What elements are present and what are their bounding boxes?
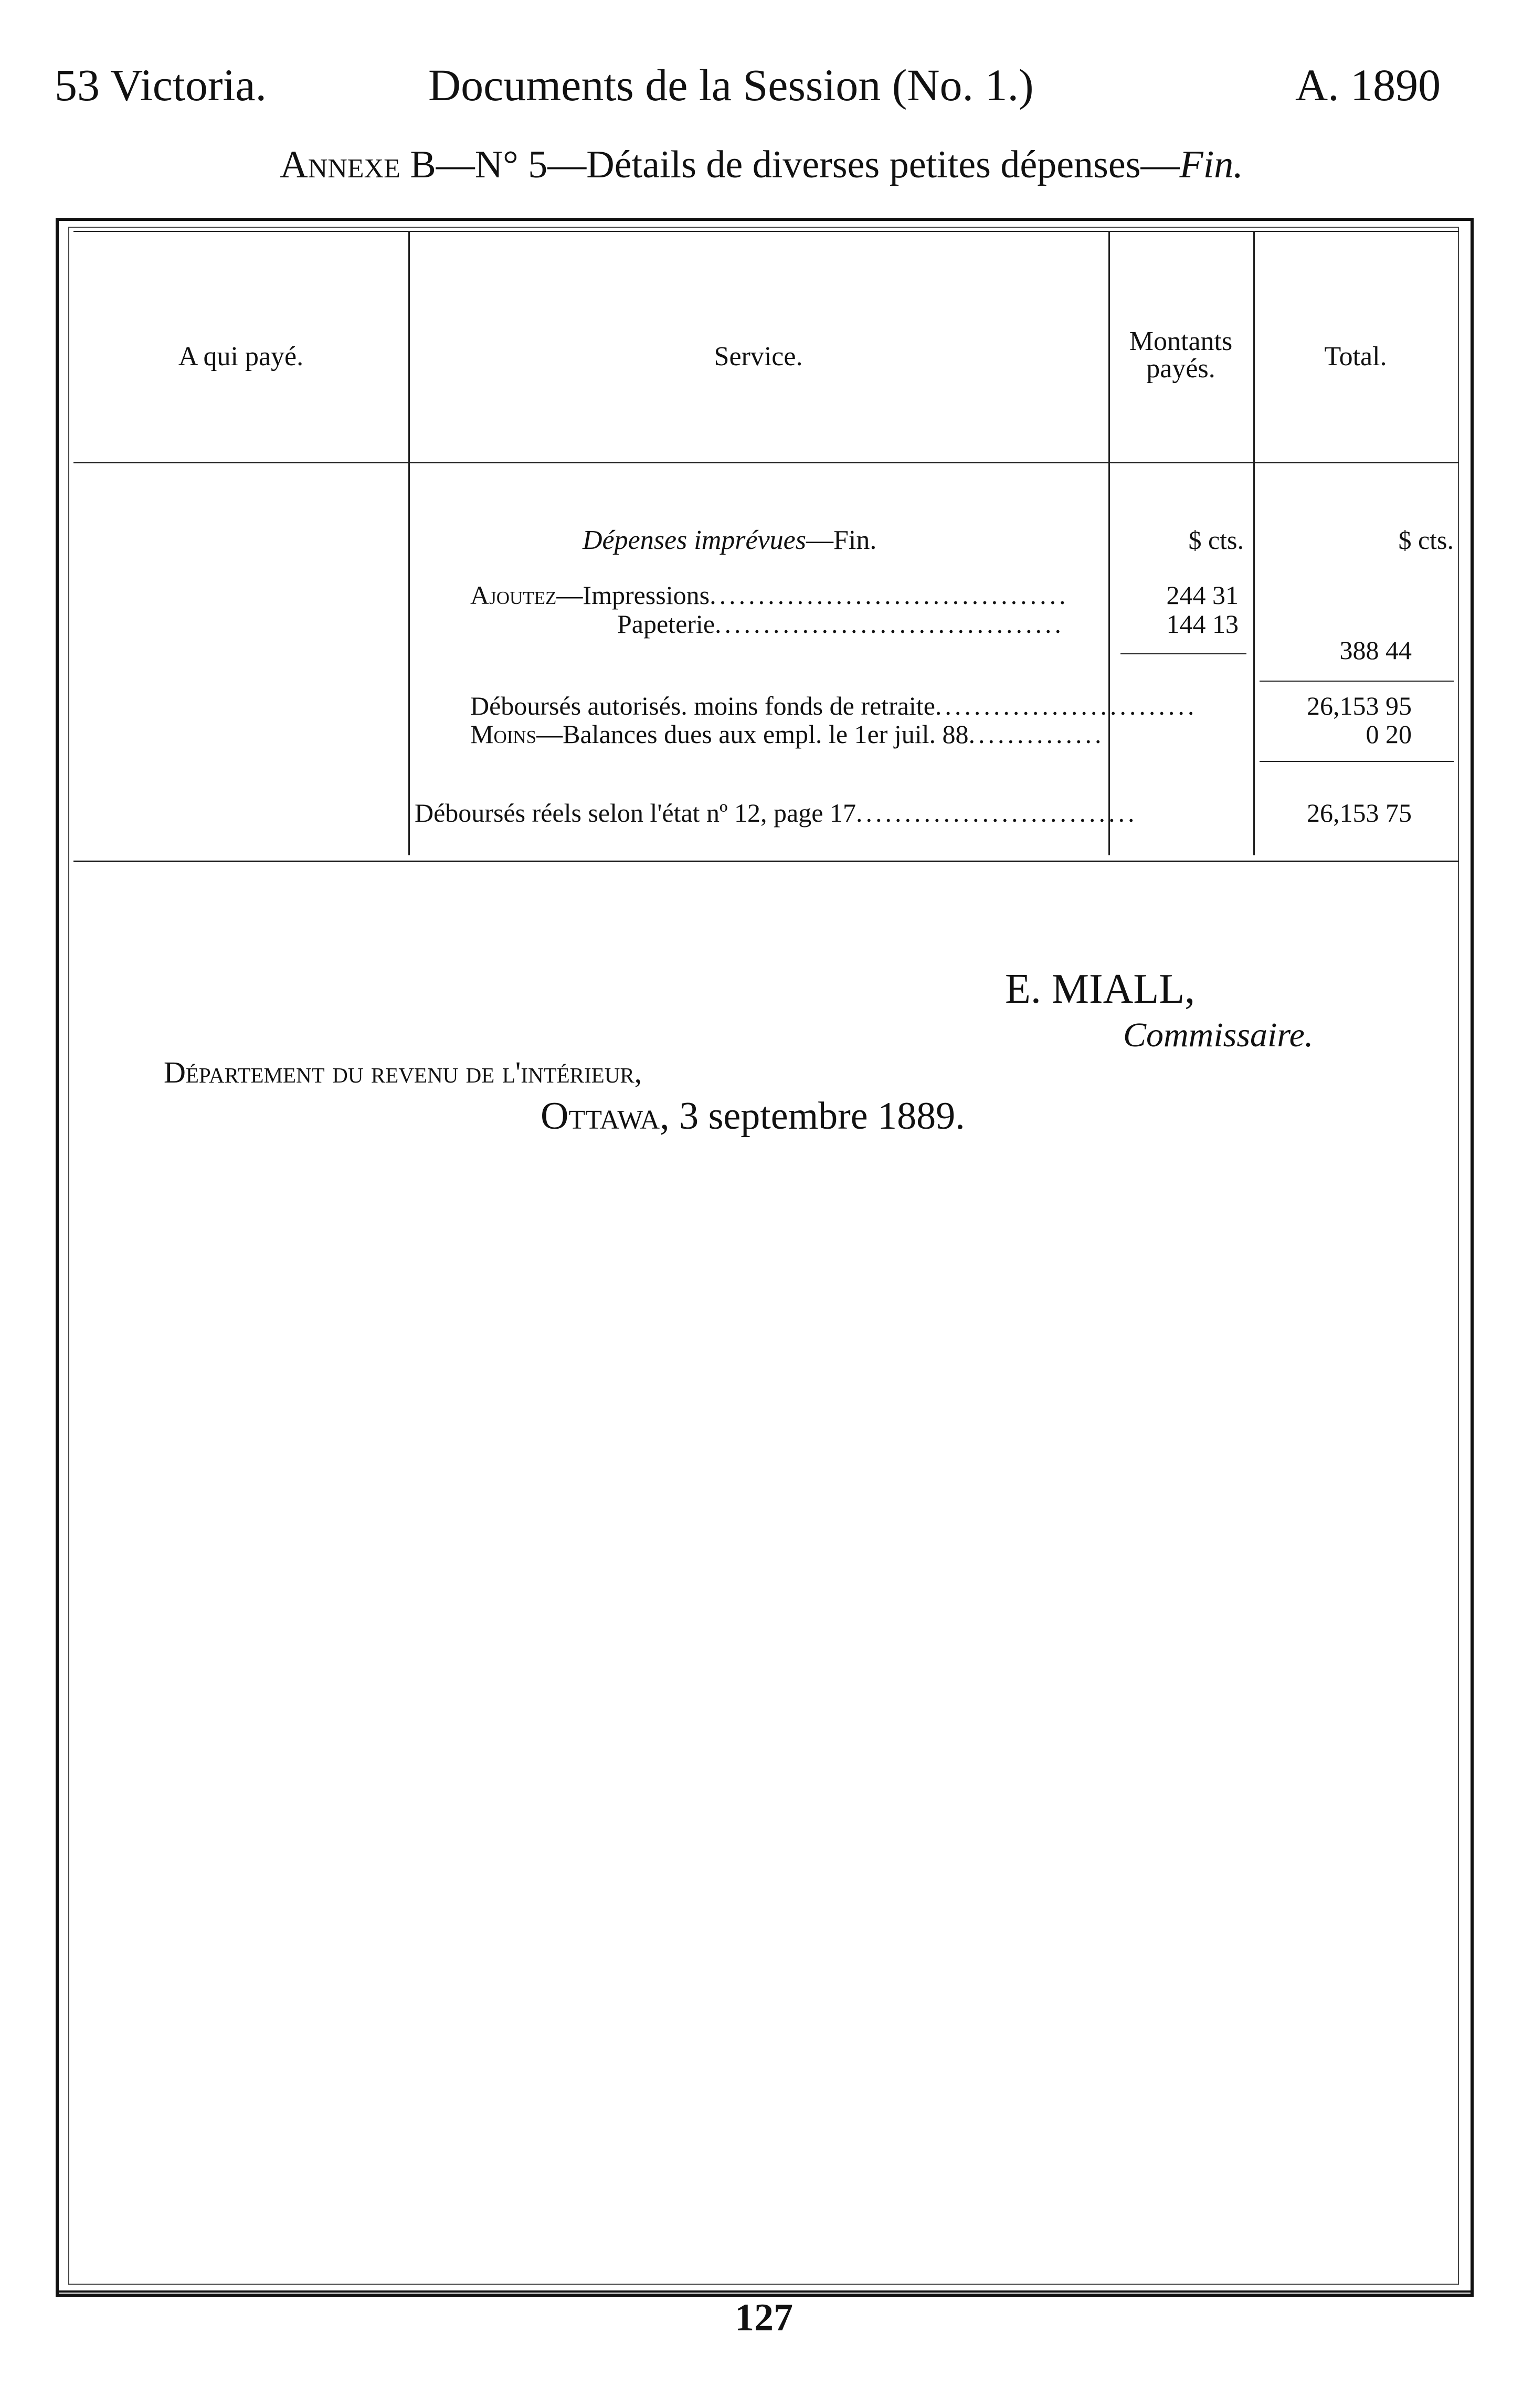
col-header-montants [1108,328,1253,383]
col-divider-1 [408,231,410,855]
deboursés-reels-total: 26,153 75 [1307,798,1412,828]
subtitle-text: B—N° 5—Détails de diverses petites dépenses— [400,143,1180,186]
col-header-service: Service. [714,342,803,372]
header-year: A. 1890 [1295,60,1441,110]
col-divider-2 [1108,231,1110,855]
bottom-rule [56,2290,1474,2293]
page-subtitle [0,143,1523,187]
header-volume: 53 Victoria. [55,60,267,110]
col-divider-3 [1253,231,1255,855]
papeterie-label: Papeterie [617,609,715,639]
signature-title: Commissaire. [1123,1016,1314,1054]
place-name: Ottawa [541,1095,660,1138]
section-title-italic: Dépenses imprévues [583,525,806,555]
impressions-label: —Impressions [556,580,710,610]
ajoutez-label: Ajoutez [470,580,557,610]
unit-montants: $ cts. [1188,525,1244,555]
col-header-total: Total. [1324,342,1387,372]
date-text: , 3 septembre 1889. [660,1095,965,1138]
deboursés-autorises-label: Déboursés autorisés. moins fonds de retraite [470,691,935,720]
moins-text: —Balances dues aux empl. le 1er juil. 88 [536,719,969,749]
col-header-a-qui-paye: A qui payé. [178,342,304,372]
deboursés-reels-label: Déboursés réels selon l'état nº 12, page 17 [415,798,856,828]
subtotal-amount: 388 44 [1339,635,1412,665]
total-rule-1 [1260,681,1454,682]
moins-total: 0 20 [1366,719,1412,749]
deboursés-autorises-total: 26,153 95 [1307,691,1412,720]
row-impressions: Ajoutez—Impressions..................................... [470,580,1069,610]
header-title: Documents de la Session (No. 1.) [428,60,1034,110]
moins-label: Moins [470,719,537,749]
table-top-rule [73,231,1459,232]
section-title [583,525,876,556]
impressions-amount: 244 31 [1166,580,1239,610]
row-deboursés-reels: Déboursés réels selon l'état nº 12, page 17............................. [415,798,1138,828]
signature-name: E. MIALL, [1005,966,1196,1012]
col-header-montants-line2: payés. [1146,354,1215,384]
table-bottom-rule [73,861,1459,862]
col-header-montants-line1: Montants [1129,326,1233,356]
row-moins: Moins—Balances dues aux empl. le 1er juil. 88.............. [470,719,1105,749]
subtotal-rule [1120,653,1246,654]
subtitle-annexe: Annexe [280,143,400,186]
papeterie-amount: 144 13 [1166,609,1239,639]
row-deboursés-autorises: Déboursés autorisés. moins fonds de retraite........................... [470,691,1198,720]
total-rule-2 [1260,761,1454,762]
subtitle-fin: Fin. [1179,143,1243,186]
section-title-rest: —Fin. [806,525,877,555]
page-number: 127 [735,2296,793,2339]
department-line: Département du revenu de l'intérieur, [164,1055,642,1089]
place-date [541,1094,965,1139]
unit-total: $ cts. [1398,525,1454,555]
row-papeterie: Papeterie.................................... [617,609,1065,639]
header-bottom-rule [73,462,1459,463]
